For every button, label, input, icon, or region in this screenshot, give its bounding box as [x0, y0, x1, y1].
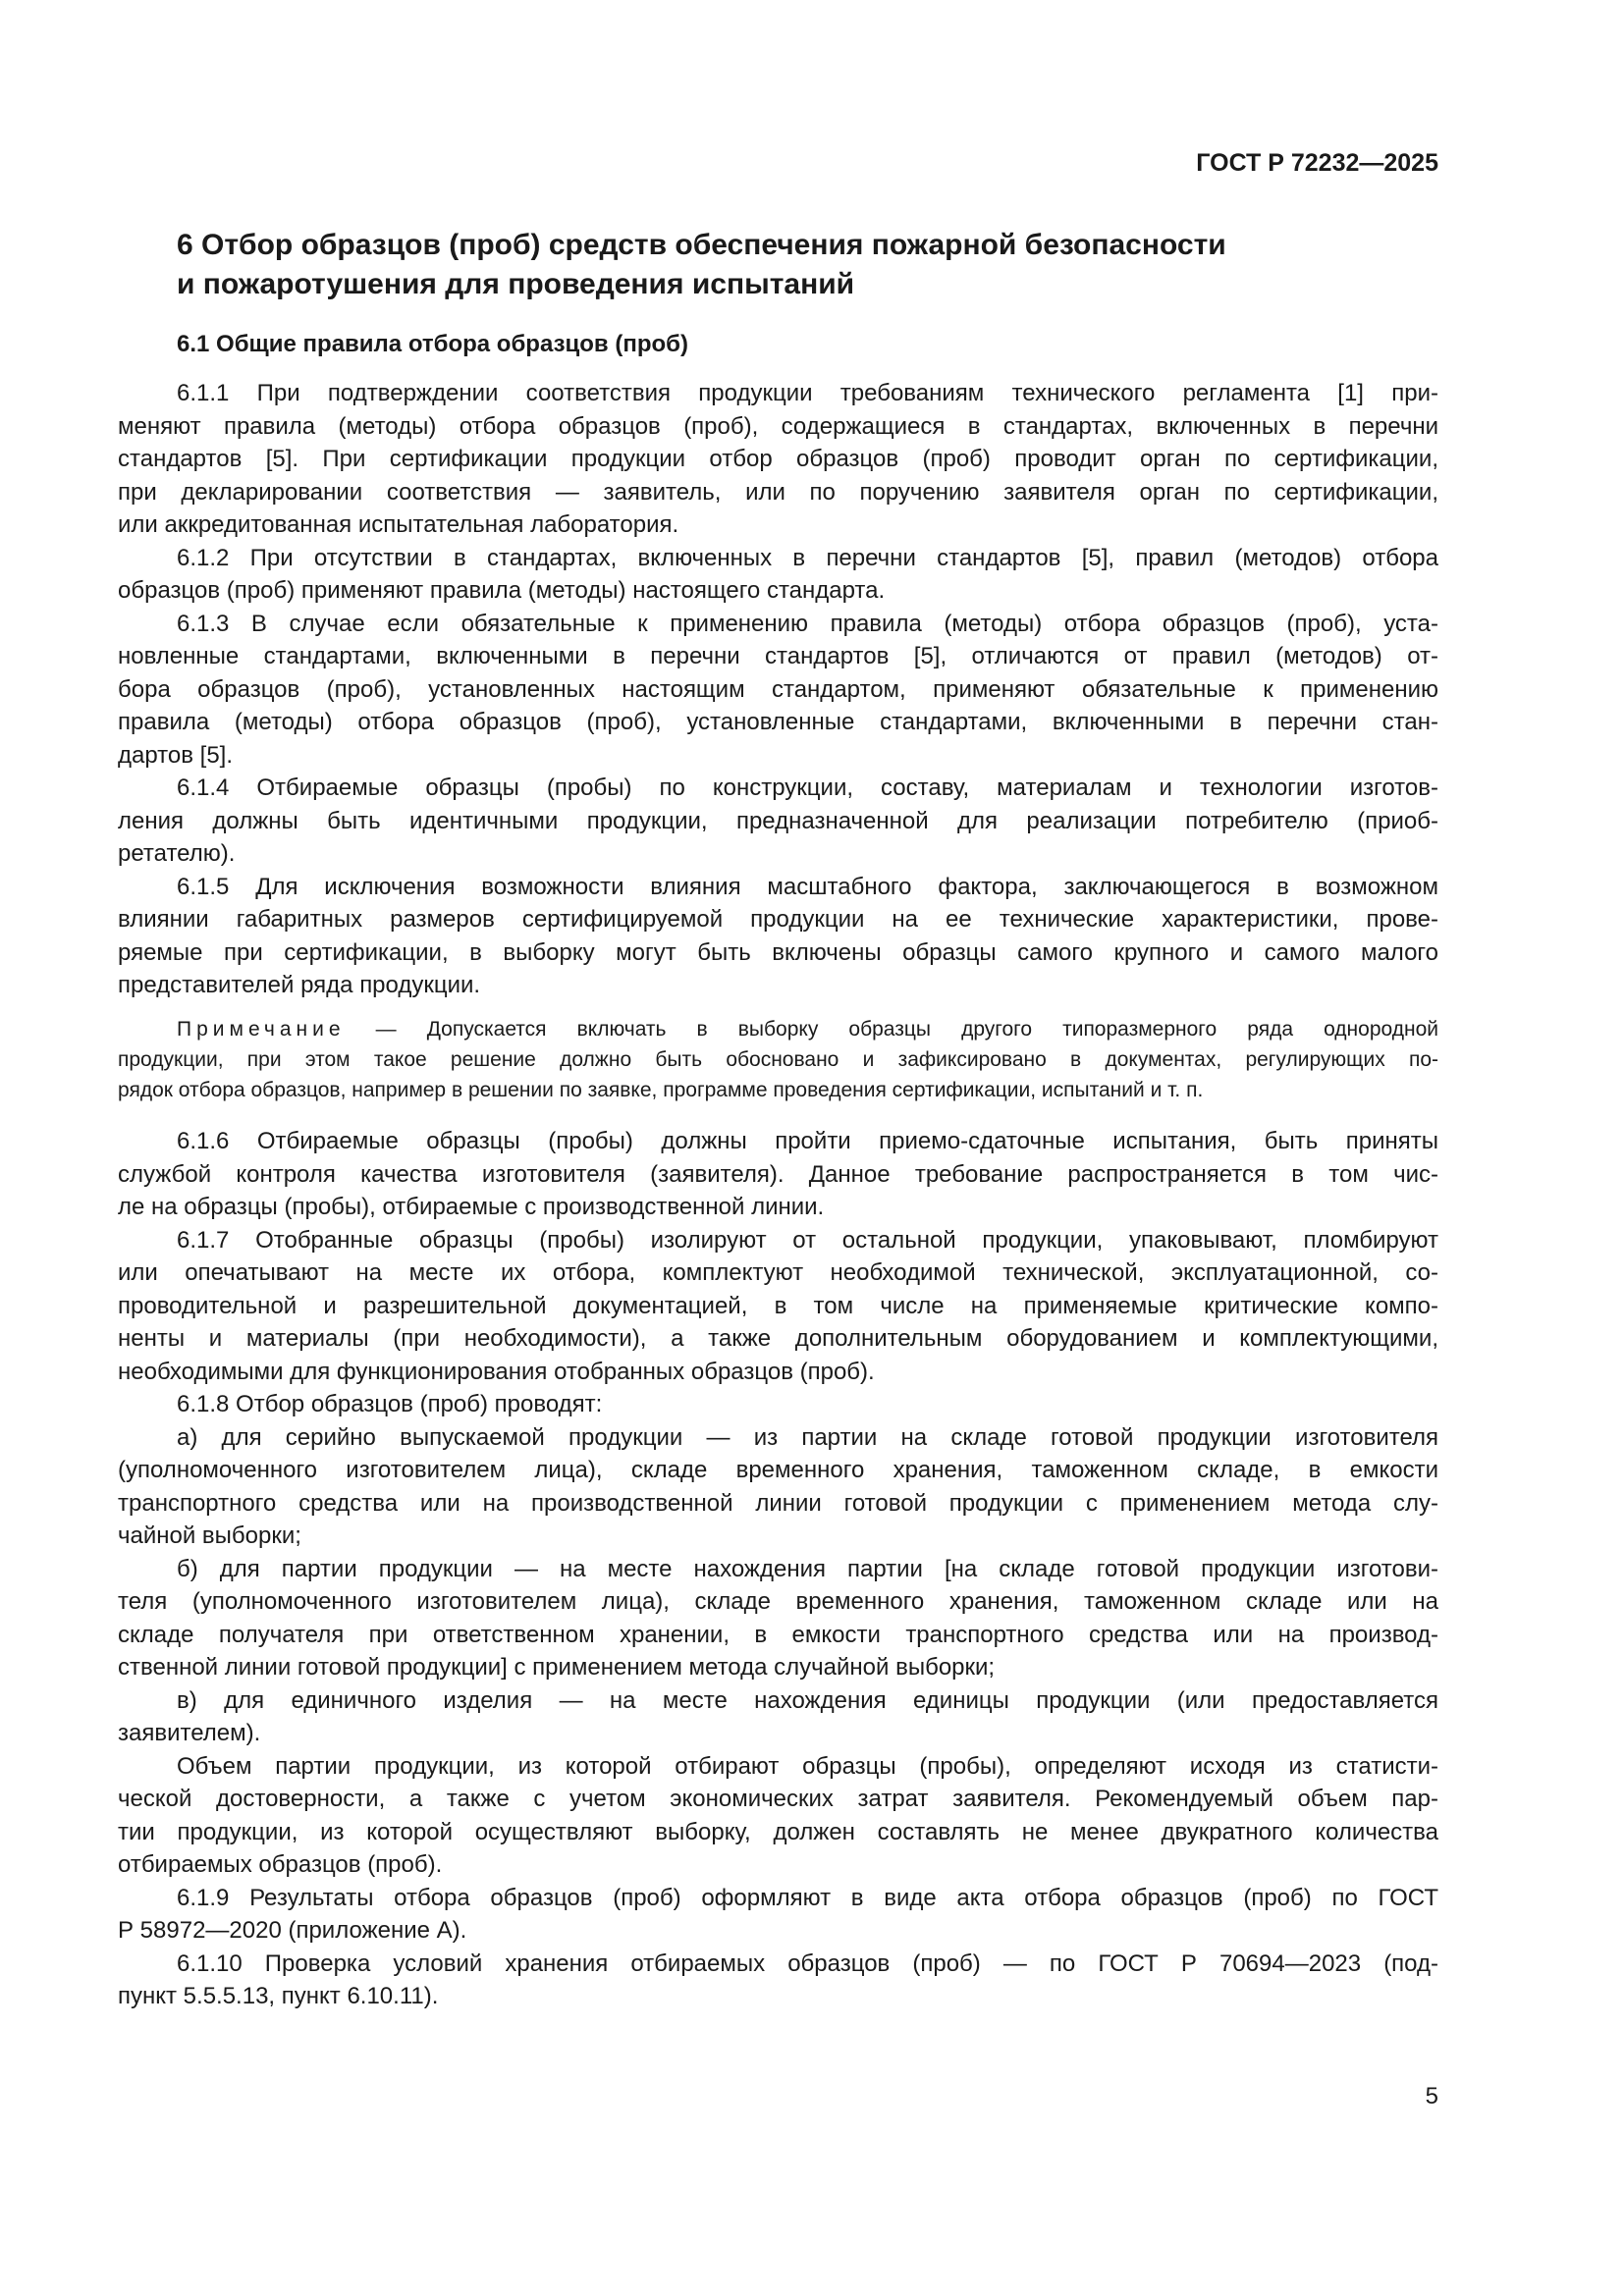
text-line: б) для партии продукции — на месте нахождения партии [на складе готовой продукции изготови-	[177, 1555, 1438, 1582]
text-line: ретателю).	[118, 840, 236, 867]
text-line: 6.1.10 Проверка условий хранения отбираемых образцов (проб) — по ГОСТ Р 70694—2023 (под-	[177, 1949, 1438, 1977]
paragraph	[118, 1750, 1438, 1882]
text-line: 6.1.9 Результаты отбора образцов (проб) оформляют в виде акта отбора образцов (проб) по ГОСТ	[177, 1884, 1438, 1911]
text-line: или опечатывают на месте их отбора, комплектуют необходимой технической, эксплуатационной, со-	[118, 1259, 1438, 1286]
text-line: влиянии габаритных размеров сертифицируемой продукции на ее технические характеристики, прове-	[118, 906, 1438, 933]
text-line: проводительной и разрешительной документацией, в том числе на применяемые критические компо-	[118, 1292, 1438, 1319]
text-line: или аккредитованная испытательная лаборатория.	[118, 511, 679, 538]
page-number: 5	[1425, 2083, 1438, 2109]
paragraph	[118, 1125, 1438, 1224]
paragraph	[118, 1684, 1438, 1750]
text-line: ряемые при сертификации, в выборку могут быть включены образцы самого крупного и самого малого	[118, 938, 1438, 966]
paragraph	[118, 1421, 1438, 1553]
text-line: при декларировании соответствия — заявитель, или по поручению заявителя орган по сертификации,	[118, 478, 1438, 506]
text-line: 6.1.7 Отобранные образцы (пробы) изолируют от остальной продукции, упаковывают, пломбируют	[177, 1226, 1438, 1254]
note-line: рядок отбора образцов, например в решении по заявке, программе проведения сертификации, испытаний и т. п.	[118, 1079, 1204, 1101]
text-line: 6.1.3 В случае если обязательные к применению правила (методы) отбора образцов (проб), уста-	[177, 610, 1438, 637]
text-line: транспортного средства или на производственной линии готовой продукции с применением метода слу-	[118, 1489, 1438, 1517]
text-line: а) для серийно выпускаемой продукции — из партии на складе готовой продукции изготовителя	[177, 1423, 1438, 1451]
subsection-title: 6.1 Общие правила отбора образцов (проб)	[177, 331, 688, 357]
text-line: необходимыми для функционирования отобранных образцов (проб).	[118, 1358, 875, 1385]
paragraph	[118, 1948, 1438, 2013]
paragraph	[118, 542, 1438, 608]
text-line: ческой достоверности, а также с учетом экономических затрат заявителя. Рекомендуемый объем пар-	[118, 1786, 1438, 1812]
paragraph	[118, 1553, 1438, 1684]
text-line: в) для единичного изделия — на месте нахождения единицы продукции (или предоставляется	[177, 1686, 1438, 1714]
text-line: правила (методы) отбора образцов (проб), установленные стандартами, включенными в перечни стан-	[118, 709, 1438, 735]
paragraph	[118, 1224, 1438, 1389]
note-block	[118, 1014, 1438, 1105]
section-title-line: и пожаротушения для проведения испытаний	[177, 268, 855, 300]
body-text-block-1	[118, 377, 1438, 1002]
text-line: ненты и материалы (при необходимости), а также дополнительным оборудованием и комплектующими,	[118, 1325, 1438, 1352]
text-line: заявителем).	[118, 1720, 261, 1746]
text-line: теля (уполномоченного изготовителем лица), складе временного хранения, таможенном складе или на	[118, 1588, 1438, 1615]
text-line: 6.1.5 Для исключения возможности влияния масштабного фактора, заключающегося в возможном	[177, 873, 1438, 900]
text-line: пункт 5.5.5.13, пункт 6.10.11).	[118, 1983, 439, 2009]
text-line: 6.1.2 При отсутствии в стандартах, включенных в перечни стандартов [5], правил (методов) отбора	[177, 544, 1438, 571]
text-line: чайной выборки;	[118, 1522, 301, 1549]
document-code-header: ГОСТ Р 72232—2025	[1196, 149, 1438, 177]
text-line: представителей ряда продукции.	[118, 972, 481, 998]
note-line: Примечание — Допускается включать в выборку образцы другого типоразмерного ряда однородной	[177, 1018, 1438, 1041]
text-line: бора образцов (проб), установленных настоящим стандартом, применяют обязательные к применению	[118, 675, 1438, 703]
text-line: 6.1.6 Отбираемые образцы (пробы) должны пройти приемо-сдаточные испытания, быть приняты	[177, 1128, 1438, 1154]
section-title-line: 6 Отбор образцов (проб) средств обеспечения пожарной безопасности	[177, 229, 1226, 261]
text-line: Объем партии продукции, из которой отбирают образцы (пробы), определяют исходя из статисти-	[177, 1752, 1438, 1780]
body-text-block-2	[118, 1125, 1438, 2013]
text-line: ле на образцы (пробы), отбираемые с производственной линии.	[118, 1194, 825, 1220]
text-line: ления должны быть идентичными продукции, предназначенной для реализации потребителю (приоб-	[118, 807, 1438, 834]
paragraph	[118, 1882, 1438, 1948]
text-line: 6.1.4 Отбираемые образцы (пробы) по конструкции, составу, материалам и технологии изготов-	[177, 774, 1438, 801]
paragraph	[118, 377, 1438, 542]
text-line: образцов (проб) применяют правила (методы) настоящего стандарта.	[118, 577, 886, 604]
text-line: новленные стандартами, включенными в перечни стандартов [5], отличаются от правил (методов) от-	[118, 643, 1438, 669]
section-title	[177, 226, 1226, 304]
text-line: стандартов [5]. При сертификации продукции отбор образцов (проб) проводит орган по сертификации,	[118, 446, 1438, 472]
paragraph	[118, 772, 1438, 871]
note-label: Примечание	[177, 1018, 346, 1041]
paragraph	[118, 1388, 1438, 1421]
paragraph	[118, 871, 1438, 1002]
text-line: службой контроля качества изготовителя (заявителя). Данное требование распространяется в том чис-	[118, 1160, 1438, 1188]
text-line: (уполномоченного изготовителем лица), складе временного хранения, таможенном складе, в емкости	[118, 1457, 1438, 1483]
text-line: отбираемых образцов (проб).	[118, 1851, 443, 1878]
text-line: дартов [5].	[118, 741, 234, 769]
text-line: ственной линии готовой продукции] с применением метода случайной выборки;	[118, 1654, 996, 1681]
text-line: тии продукции, из которой осуществляют выборку, должен составлять не менее двукратного количества	[118, 1818, 1438, 1845]
paragraph	[118, 608, 1438, 773]
note-line: продукции, при этом такое решение должно быть обосновано и зафиксировано в документах, регулирующих по-	[118, 1048, 1438, 1071]
text-line: складе получателя при ответственном хранении, в емкости транспортного средства или на производ-	[118, 1621, 1438, 1648]
text-line: меняют правила (методы) отбора образцов (проб), содержащиеся в стандартах, включенных в перечни	[118, 412, 1438, 440]
text-line: Р 58972—2020 (приложение А).	[118, 1917, 467, 1944]
text-line: 6.1.1 При подтверждении соответствия продукции требованиям технического регламента [1] при-	[177, 380, 1438, 406]
text-line: 6.1.8 Отбор образцов (проб) проводят:	[177, 1391, 603, 1417]
